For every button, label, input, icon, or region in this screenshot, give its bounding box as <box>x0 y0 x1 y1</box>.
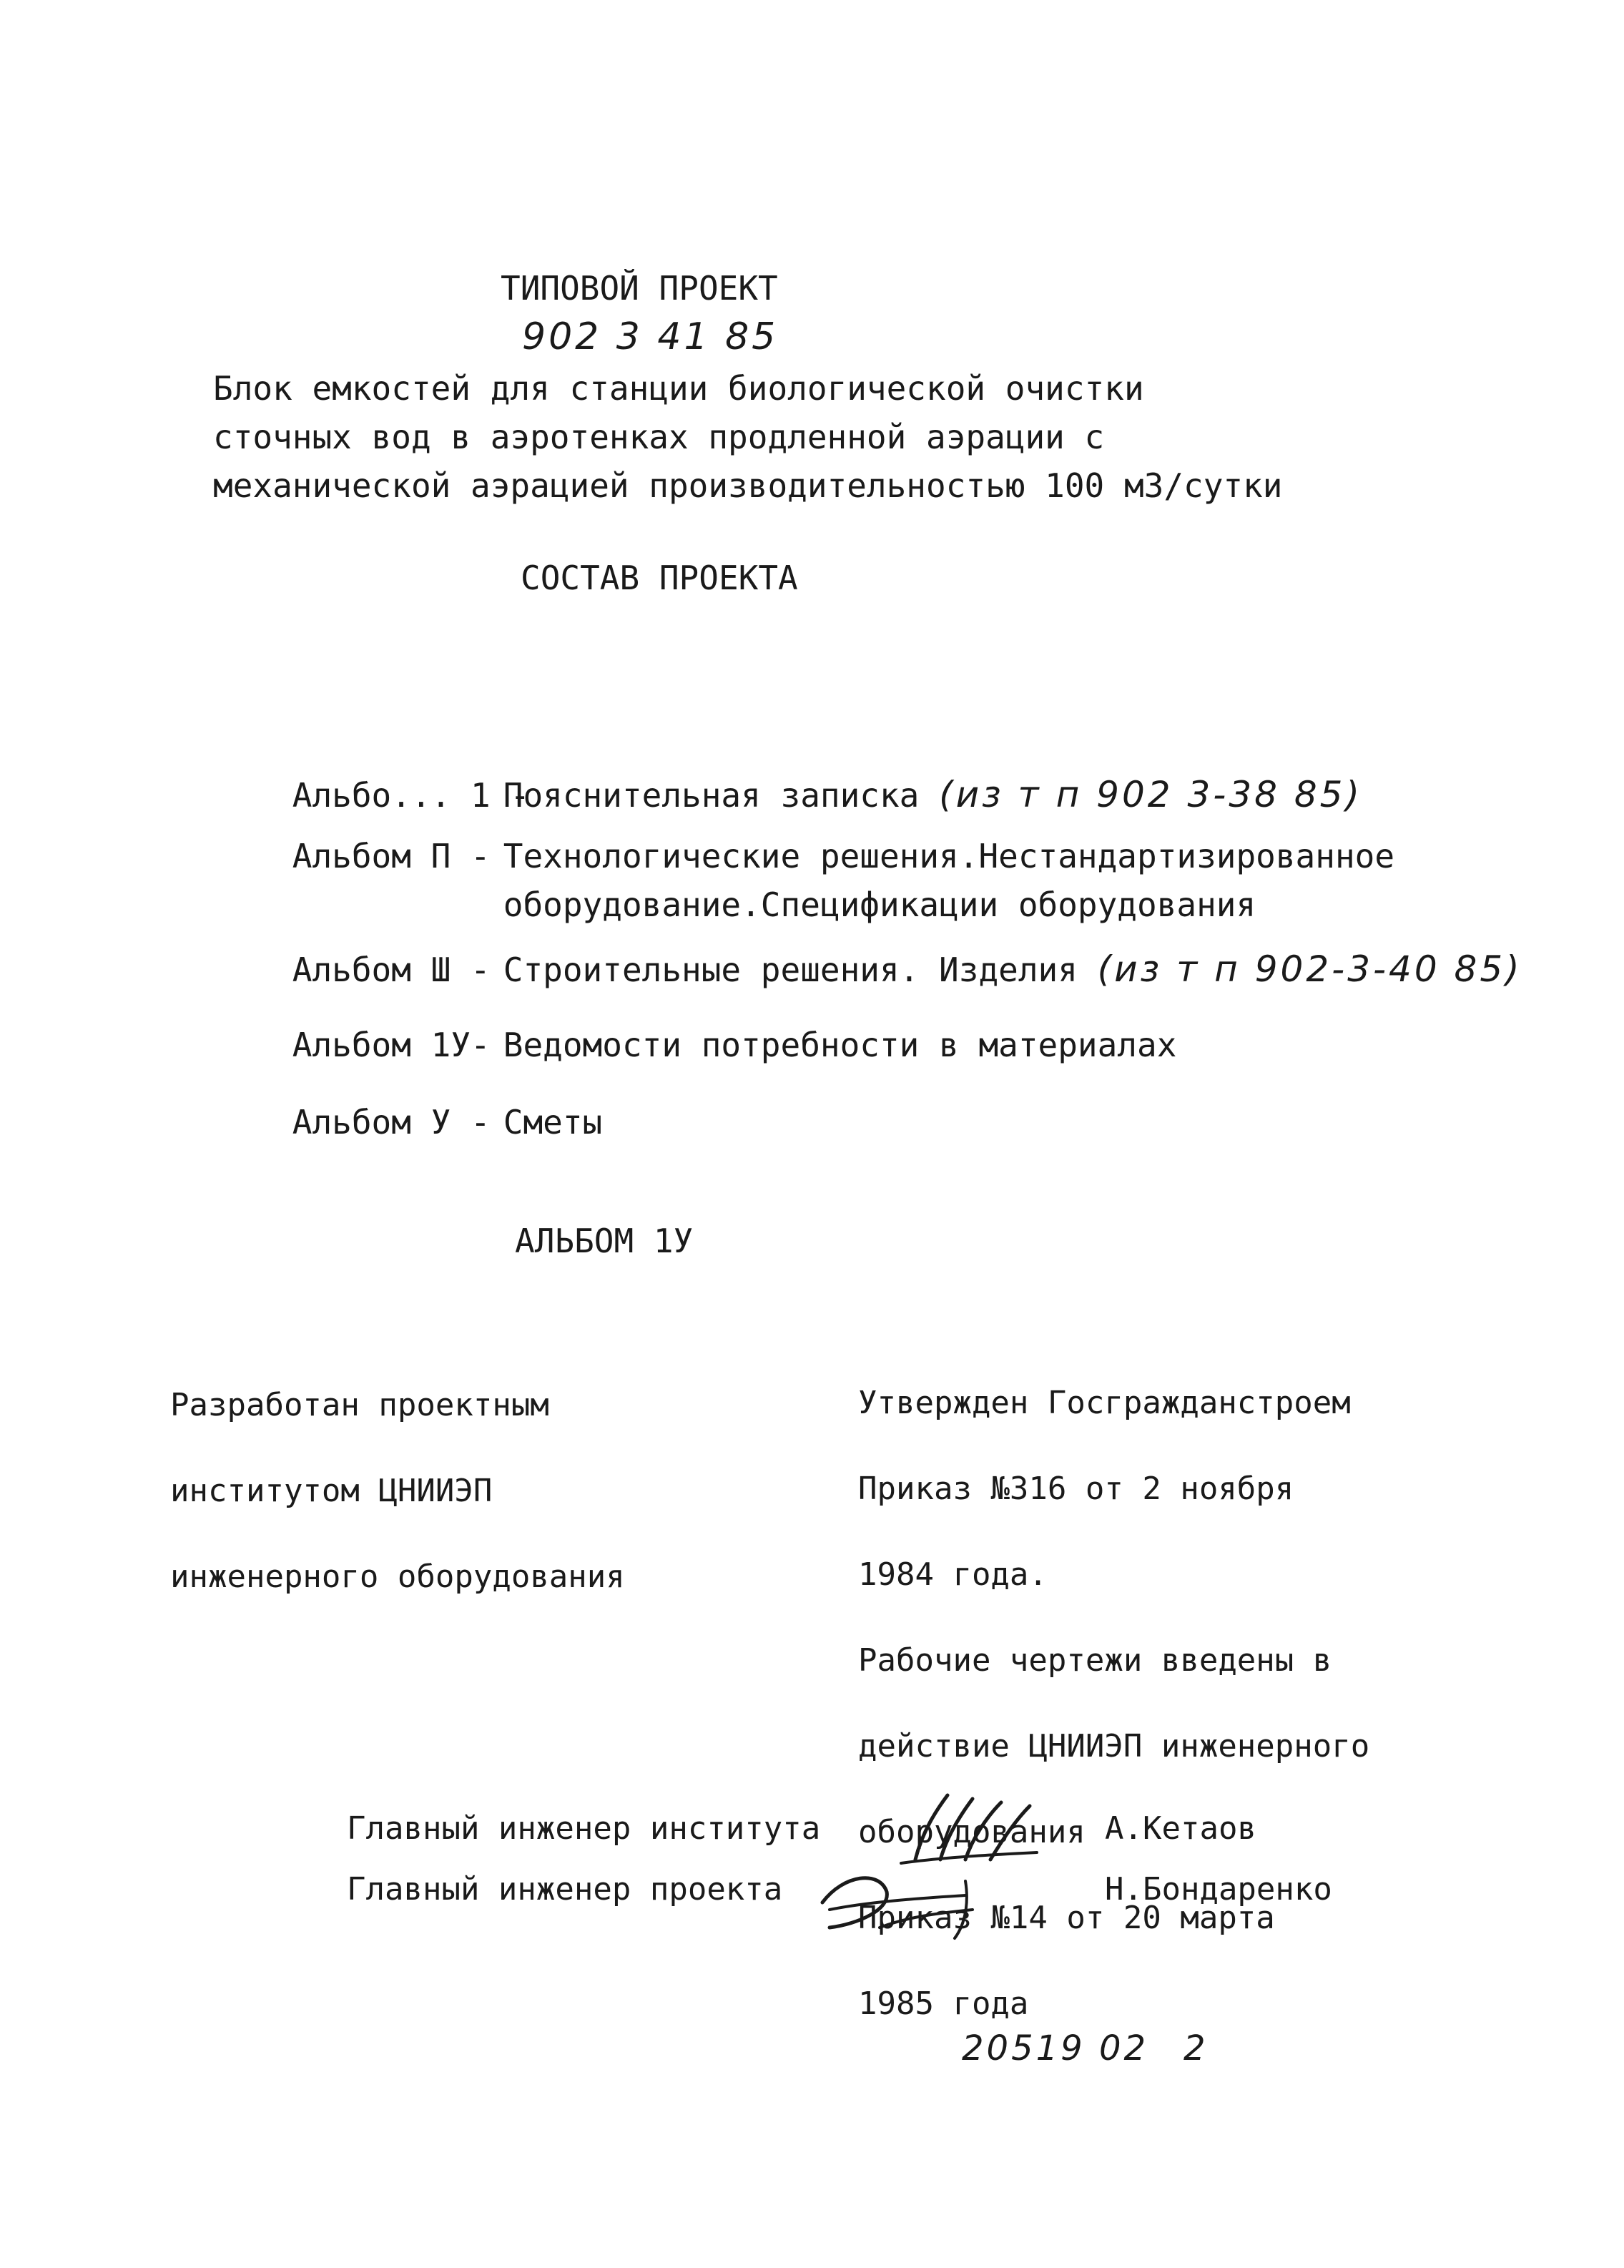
title-line-1: Блок емкостей для станции биологической очистки <box>213 369 1144 408</box>
approval-line-6: оборудования <box>858 1814 1086 1850</box>
album-1-note: (из т п 902 3-38 85) <box>939 774 1362 815</box>
approval-line-4: Рабочие чертежи введены в <box>858 1642 1332 1679</box>
album-3-label: Альбом Ш - <box>292 951 491 989</box>
album-3-title: Строительные решения. Изделия <box>503 951 1078 989</box>
album-5-label: Альбом У - <box>292 1103 491 1142</box>
album-2-title: Технологические решения.Нестандартизированное <box>503 837 1395 875</box>
approval-line-7: Приказ №14 от 20 марта <box>858 1900 1275 1936</box>
title-line-2: сточных вод в аэротенках продленной аэрации с <box>213 418 1105 456</box>
signature-1-role: Главный инженер института <box>347 1810 821 1847</box>
developer-line-1: Разработан проектным <box>170 1387 549 1423</box>
approval-block <box>858 1332 1369 2076</box>
signature-2-mark <box>801 1860 987 1945</box>
approval-line-1: Утвержден Госгражданстроем <box>858 1385 1351 1421</box>
project-kind: ТИПОВОЙ ПРОЕКТ <box>501 269 778 308</box>
album-2-label: Альбом П - <box>292 837 491 875</box>
approval-line-2: Приказ №316 от 2 ноября <box>858 1471 1294 1507</box>
signature-2-name: Н.Бондаренко <box>1105 1871 1332 1908</box>
project-number: 902 3 41 85 <box>522 315 779 358</box>
developer-line-2: институтом ЦНИИЭП <box>170 1473 493 1509</box>
signature-2-role: Главный инженер проекта <box>347 1871 783 1908</box>
developer-line-3: инженерного оборудования <box>170 1558 625 1595</box>
signature-1-name: А.Кетаов <box>1105 1810 1256 1847</box>
footer-code: 20519 02 <box>962 2028 1149 2068</box>
album-5 <box>213 1073 602 1172</box>
album-4-title: Ведомости потребности в материалах <box>503 1026 1177 1064</box>
approval-line-8: 1985 года <box>858 1985 1029 2022</box>
approval-line-5: действие ЦНИИЭП инженерного <box>858 1728 1370 1764</box>
album-1-title: Пояснительная записка <box>503 776 920 815</box>
footer-page-number: 2 <box>1183 2028 1209 2068</box>
album-5-title: Сметы <box>503 1103 603 1142</box>
developer-block <box>170 1334 625 1649</box>
approval-line-3: 1984 года. <box>858 1556 1048 1593</box>
album-4-label: Альбом 1У- <box>292 1026 491 1064</box>
current-album: АЛЬБОМ 1У <box>515 1222 694 1260</box>
section-title: СОСТАВ ПРОЕКТА <box>521 559 798 597</box>
album-2-title-2: оборудование.Спецификации оборудования <box>503 885 1256 924</box>
title-line-3: механической аэрацией производительностью 100 м3/сутки <box>213 466 1283 505</box>
album-1-label: Альбо... 1 - <box>292 776 531 815</box>
album-3-note: (из т п 902-3-40 85) <box>1097 948 1522 990</box>
